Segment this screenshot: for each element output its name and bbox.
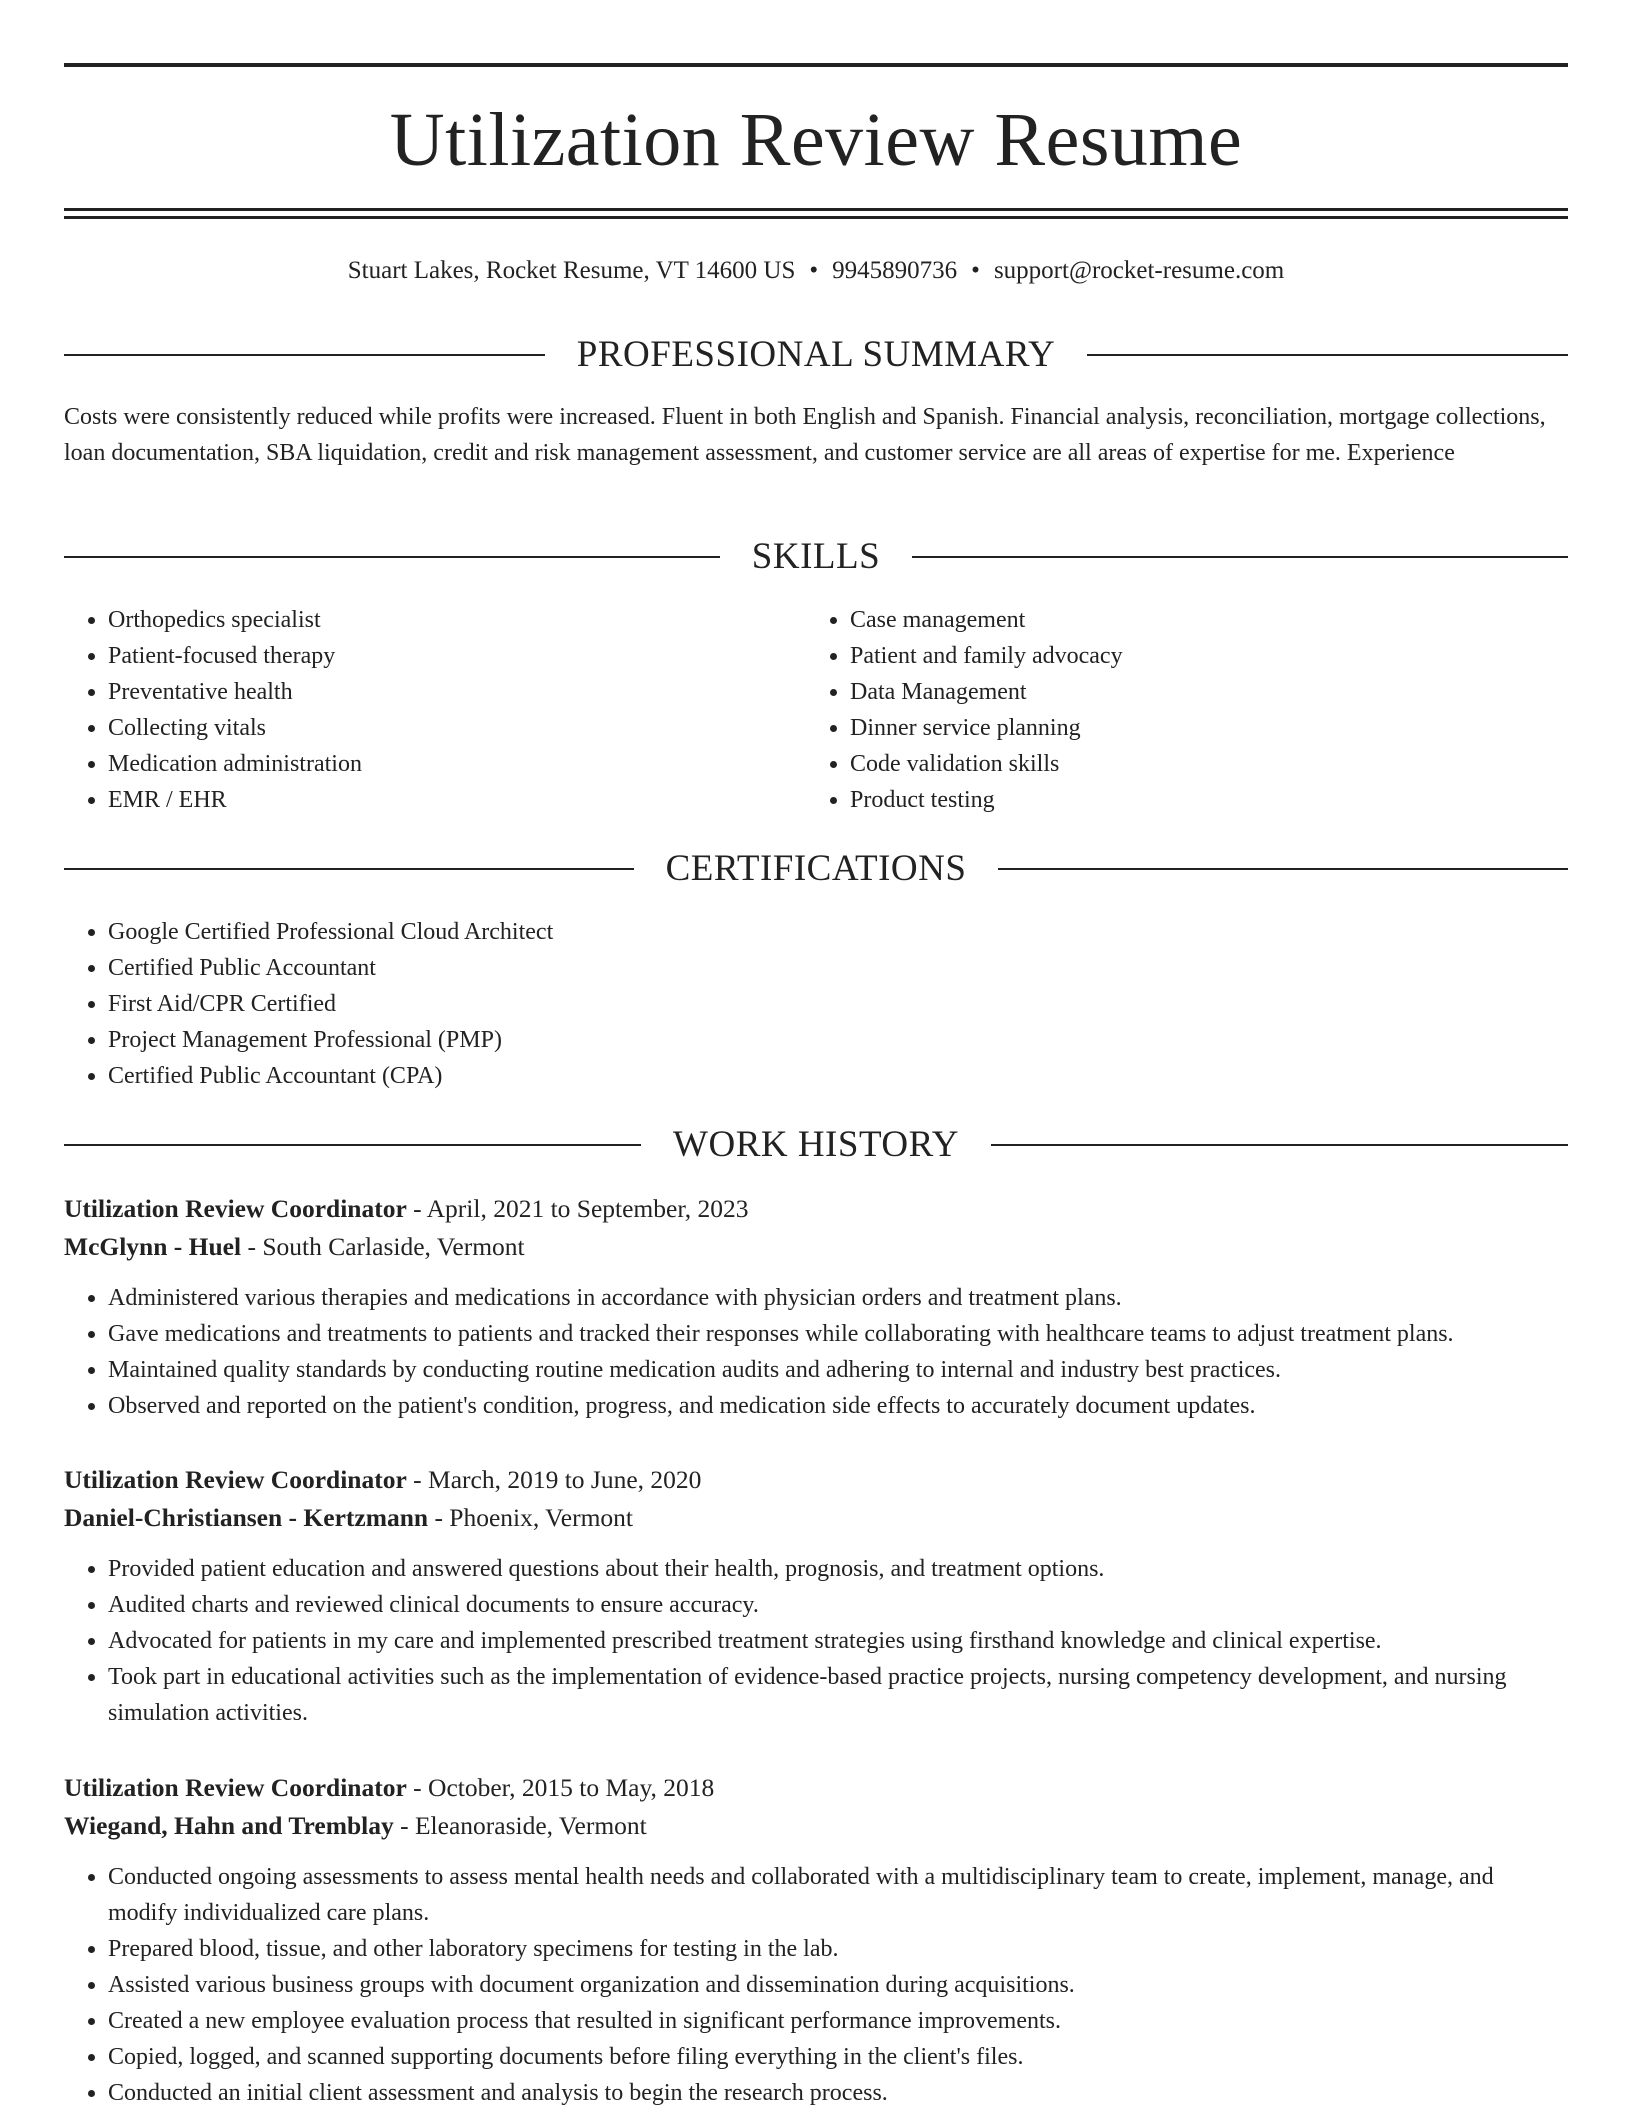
certifications-list	[64, 914, 1568, 1094]
skills-left-column	[64, 602, 764, 818]
job-bullet: • Created a new employee evaluation process that resulted in significant performance improvements.	[108, 2003, 1568, 2039]
job-title-line	[64, 1461, 1568, 1499]
job-bullet: • Copied, logged, and scanned supporting documents before filing everything in the client's files.	[108, 2039, 1568, 2075]
resume-title: Utilization Review Resume	[389, 98, 1243, 182]
skill-item: • Dinner service planning	[850, 710, 1566, 746]
job-title-line	[64, 1190, 1568, 1228]
certification-item: • Certified Public Accountant	[108, 950, 1568, 986]
job-bullet: • Administered various therapies and medications in accordance with physician orders and treatment plans.	[108, 1280, 1568, 1316]
skills-right-column	[806, 602, 1566, 818]
heading-rule	[64, 354, 545, 356]
job-bullet: • Gave medications and treatments to patients and tracked their responses while collaborating with healthcare teams to adjust treatment plans.	[108, 1316, 1568, 1352]
heading-rule	[912, 556, 1568, 558]
top-divider	[64, 63, 1568, 67]
job-dates: - March, 2019 to June, 2020	[406, 1465, 702, 1494]
skill-item: • Collecting vitals	[108, 710, 764, 746]
skill-item: • Product testing	[850, 782, 1566, 818]
job-bullet: • Observed and reported on the patient's condition, progress, and medication side effects to accurately document updates.	[108, 1388, 1568, 1424]
job-entry	[64, 1461, 1568, 1731]
contact-address: Stuart Lakes, Rocket Resume, VT 14600 US	[347, 257, 796, 284]
skill-item: • Medication administration	[108, 746, 764, 782]
contact-phone: 9945890736	[832, 257, 958, 284]
section-heading-work-history	[64, 1123, 1568, 1167]
job-company-line	[64, 1807, 1568, 1845]
job-bullets	[64, 1859, 1568, 2111]
skill-item: • Patient and family advocacy	[850, 638, 1566, 674]
job-bullet: • Conducted ongoing assessments to assess mental health needs and collaborated with a multidisciplinary team to create, implement, manage, and modify individualized care plans.	[108, 1859, 1568, 1931]
job-location: - Phoenix, Vermont	[428, 1503, 633, 1532]
job-bullet: • Maintained quality standards by conducting routine medication audits and adhering to internal and industry best practices.	[108, 1352, 1568, 1388]
job-bullet: • Prepared blood, tissue, and other laboratory specimens for testing in the lab.	[108, 1931, 1568, 1967]
skill-item: • Code validation skills	[850, 746, 1566, 782]
skill-item: • Patient-focused therapy	[108, 638, 764, 674]
job-title: Utilization Review Coordinator	[64, 1773, 407, 1802]
heading-rule	[998, 868, 1568, 870]
summary-text: Costs were consistently reduced while profits were increased. Fluent in both English and Spanish. Financial analysis, reconciliation, mortgage collections, loan documentation, SBA liquidation, credit and risk management assessment, and customer service are all areas of expertise for me. Experience	[64, 404, 1546, 466]
job-company: McGlynn - Huel	[64, 1232, 242, 1261]
section-title: SKILLS	[751, 536, 881, 577]
section-heading-certifications	[64, 847, 1568, 891]
job-dates: - April, 2021 to September, 2023	[406, 1194, 749, 1223]
job-title: Utilization Review Coordinator	[64, 1465, 407, 1494]
section-title: PROFESSIONAL SUMMARY	[576, 334, 1056, 375]
certification-item: • Project Management Professional (PMP)	[108, 1022, 1568, 1058]
job-company: Daniel-Christiansen - Kertzmann	[64, 1503, 429, 1532]
contact-line	[64, 253, 1568, 289]
skill-item: • Preventative health	[108, 674, 764, 710]
section-title: WORK HISTORY	[673, 1124, 959, 1165]
section-heading-skills	[64, 535, 1568, 579]
skill-item: • Data Management	[850, 674, 1566, 710]
job-company: Wiegand, Hahn and Tremblay	[64, 1811, 394, 1840]
job-dates: - October, 2015 to May, 2018	[406, 1773, 715, 1802]
skill-item: • Orthopedics specialist	[108, 602, 764, 638]
job-location: - South Carlaside, Vermont	[241, 1232, 525, 1261]
job-bullet: • Took part in educational activities such as the implementation of evidence-based practice projects, nursing competency development, and nursing simulation activities.	[108, 1659, 1568, 1731]
skill-item: • Case management	[850, 602, 1566, 638]
contact-email: support@rocket-resume.com	[993, 257, 1285, 284]
job-company-line	[64, 1499, 1568, 1537]
heading-rule	[64, 868, 634, 870]
heading-rule	[64, 1144, 641, 1146]
section-heading-summary	[64, 333, 1568, 377]
job-bullet: • Assisted various business groups with document organization and dissemination during acquisitions.	[108, 1967, 1568, 2003]
section-title: CERTIFICATIONS	[665, 848, 967, 889]
job-entry	[64, 1769, 1568, 2111]
job-bullets	[64, 1280, 1568, 1424]
heading-rule	[991, 1144, 1568, 1146]
job-location: - Eleanoraside, Vermont	[393, 1811, 647, 1840]
job-bullets	[64, 1551, 1568, 1731]
heading-rule	[1087, 354, 1568, 356]
job-title: Utilization Review Coordinator	[64, 1194, 407, 1223]
certification-item: • First Aid/CPR Certified	[108, 986, 1568, 1022]
title-double-divider	[64, 208, 1568, 219]
job-bullet: • Audited charts and reviewed clinical documents to ensure accuracy.	[108, 1587, 1568, 1623]
certification-item: • Certified Public Accountant (CPA)	[108, 1058, 1568, 1094]
contact-separator: •	[809, 257, 819, 284]
job-bullet: • Advocated for patients in my care and implemented prescribed treatment strategies using firsthand knowledge and clinical expertise.	[108, 1623, 1568, 1659]
job-entry	[64, 1190, 1568, 1424]
job-bullet: • Provided patient education and answered questions about their health, prognosis, and treatment options.	[108, 1551, 1568, 1587]
job-bullet: • Conducted an initial client assessment and analysis to begin the research process.	[108, 2075, 1568, 2111]
job-title-line	[64, 1769, 1568, 1807]
heading-rule	[64, 556, 720, 558]
job-company-line	[64, 1228, 1568, 1266]
certification-item: • Google Certified Professional Cloud Architect	[108, 914, 1568, 950]
skill-item: • EMR / EHR	[108, 782, 764, 818]
contact-separator: •	[971, 257, 980, 284]
